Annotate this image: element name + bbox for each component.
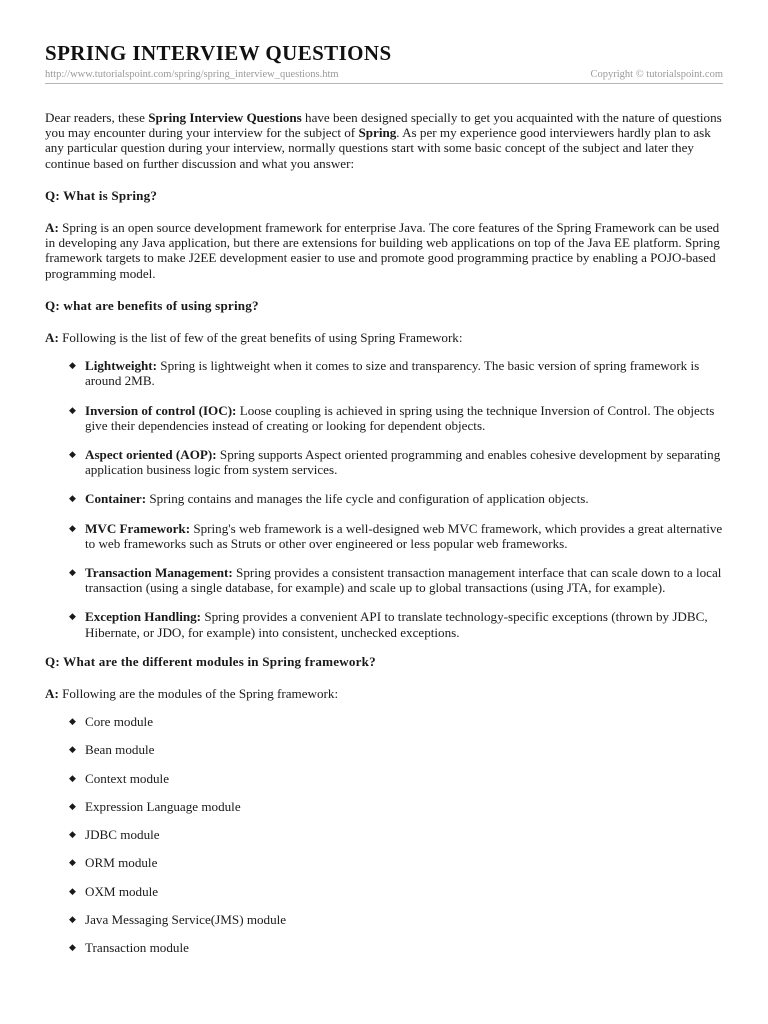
list-item	[69, 565, 723, 596]
module-name: Core module	[85, 714, 154, 730]
header-bar	[45, 69, 723, 84]
answer-text: Spring is an open source development framework for enterprise Java. The core features of the Spring Framework can be used in developing any Java application, but there are extensions for building web applications on top of the Java EE platform. Spring framework targets to make J2EE development easier to use and promote good programming practice by enabling a POJO-based programming model.	[45, 220, 720, 281]
list-item	[69, 883, 723, 899]
bullet-icon: ◆	[69, 772, 76, 783]
bullet-icon: ◆	[69, 744, 76, 755]
list-item	[69, 714, 723, 730]
benefit-text: Loose coupling is achieved in spring using the technique Inversion of Control. The objects give their dependencies instead of creating or looking for dependent objects.	[85, 402, 715, 433]
benefit-text: Spring provides a consistent transaction management interface that can scale down to a local transaction (using a single database, for example) and scale up to global transactions (using JTA, for example).	[85, 565, 722, 596]
list-item	[69, 491, 723, 507]
benefit-text: Spring contains and manages the life cycle and configuration of application objects.	[146, 491, 589, 507]
benefits-list	[45, 358, 723, 640]
module-name: OXM module	[85, 883, 159, 899]
benefit-text: Spring is lightweight when it comes to size and transparency. The basic version of spring framework is around 2MB.	[85, 358, 700, 389]
answer-1	[45, 220, 723, 281]
list-item	[69, 742, 723, 758]
module-name: Context module	[85, 770, 170, 786]
answer-label: A:	[45, 686, 59, 702]
list-item	[69, 447, 723, 478]
benefit-term: Inversion of control (IOC):	[85, 402, 237, 418]
bullet-icon: ◆	[69, 611, 76, 622]
benefit-term: Lightweight:	[85, 358, 158, 374]
question-3: Q: What are the different modules in Spring framework?	[45, 653, 376, 669]
benefit-term: Exception Handling:	[85, 609, 202, 625]
list-item	[69, 609, 723, 640]
bullet-icon: ◆	[69, 716, 76, 727]
bullet-icon: ◆	[69, 522, 76, 533]
answer-label: A:	[45, 330, 59, 346]
answer-label: A:	[45, 220, 59, 236]
answer-2	[45, 330, 723, 345]
list-item	[69, 855, 723, 871]
bullet-icon: ◆	[69, 360, 76, 371]
benefit-term: MVC Framework:	[85, 520, 191, 536]
module-name: Bean module	[85, 742, 155, 758]
modules-list	[45, 714, 723, 955]
list-item	[69, 827, 723, 843]
benefit-text: Spring supports Aspect oriented programming and enables cohesive development by separating application business logic from system services.	[85, 447, 721, 478]
benefit-text: Spring's web framework is a well-designed web MVC framework, which provides a great alternative to web frameworks such as Struts or other over engineered or less popular web frameworks.	[85, 520, 723, 551]
benefit-term: Aspect oriented (AOP):	[85, 447, 217, 463]
source-url[interactable]: http://www.tutorialspoint.com/spring/spring_interview_questions.htm	[45, 69, 339, 80]
module-name: Transaction module	[85, 939, 189, 955]
intro-bold-spring: Spring	[358, 125, 397, 141]
bullet-icon: ◆	[69, 567, 76, 578]
benefit-term: Container:	[85, 491, 147, 507]
bullet-icon: ◆	[69, 404, 76, 415]
module-name: Java Messaging Service(JMS) module	[85, 911, 287, 927]
bullet-icon: ◆	[69, 449, 76, 460]
answer-text: Following is the list of few of the great benefits of using Spring Framework:	[58, 330, 463, 346]
bullet-icon: ◆	[69, 941, 76, 952]
module-name: Expression Language module	[85, 798, 241, 814]
copyright-notice: Copyright © tutorialspoint.com	[590, 69, 723, 80]
intro-text: have been designed specially to get you acquainted with the nature of questions you may encounter during your interview for the subject of	[45, 110, 722, 141]
list-item	[69, 911, 723, 927]
list-item	[69, 939, 723, 955]
benefit-term: Transaction Management:	[85, 565, 233, 581]
list-item	[69, 402, 723, 433]
intro-text: . As per my experience good interviewers hardly plan to ask any particular question during your interview, normally questions start with some basic concept of the subject and later they continue based on further discussion and what you answer:	[45, 125, 711, 171]
list-item	[69, 770, 723, 786]
content	[45, 110, 723, 955]
intro-text: Dear readers, these	[45, 110, 149, 125]
bullet-icon: ◆	[69, 913, 76, 924]
intro-paragraph	[45, 110, 723, 171]
page-title: SPRING INTERVIEW QUESTIONS	[45, 41, 392, 65]
list-item	[69, 520, 723, 551]
module-name: ORM module	[85, 855, 158, 871]
bullet-icon: ◆	[69, 493, 76, 504]
bullet-icon: ◆	[69, 885, 76, 896]
bullet-icon: ◆	[69, 800, 76, 811]
bullet-icon: ◆	[69, 829, 76, 840]
answer-text: Following are the modules of the Spring framework:	[58, 686, 339, 702]
list-item	[69, 798, 723, 814]
bullet-icon: ◆	[69, 857, 76, 868]
list-item	[69, 358, 723, 389]
answer-3	[45, 686, 723, 701]
benefit-text: Spring provides a convenient API to translate technology-specific exceptions (thrown by JDBC, Hibernate, or JDO, for example) into consistent, unchecked exceptions.	[85, 609, 708, 640]
question-2: Q: what are benefits of using spring?	[45, 297, 259, 313]
module-name: JDBC module	[85, 827, 160, 843]
question-1: Q: What is Spring?	[45, 187, 158, 203]
intro-bold-subject: Spring Interview Questions	[148, 110, 302, 125]
